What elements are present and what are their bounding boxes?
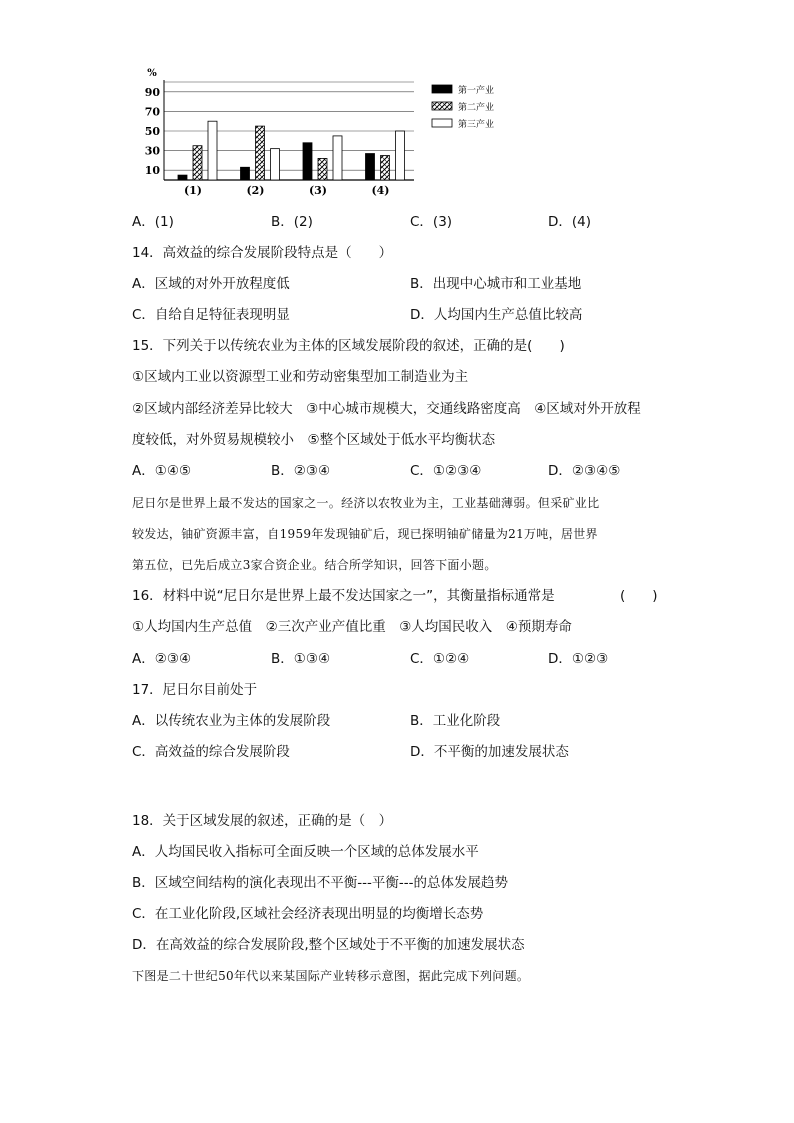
q17-option-c[interactable]: C．高效益的综合发展阶段	[132, 744, 290, 760]
bar	[396, 131, 405, 180]
bar	[333, 136, 342, 180]
q16-option-c[interactable]: C．①②④	[410, 651, 470, 667]
bar	[241, 167, 250, 180]
material-line-2: 较发达，铀矿资源丰富，自1959年发现铀矿后，现已探明铀矿储量为21万吨，居世界	[132, 527, 598, 541]
material-line-1: 尼日尔是世界上最不发达的国家之一。经济以农牧业为主，工业基础薄弱。但采矿业比	[132, 496, 600, 510]
q14-stem: 14．高效益的综合发展阶段特点是（ ）	[132, 245, 393, 261]
q15-option-d[interactable]: D．②③④⑤	[548, 463, 621, 479]
q13-option-b[interactable]: B．(2)	[271, 214, 313, 230]
q13-option-d[interactable]: D．(4)	[548, 214, 592, 230]
intro-note: 下图是二十世纪50年代以来某国际产业转移示意图，据此完成下列问题。	[132, 969, 530, 983]
legend-swatch	[432, 102, 452, 110]
x-tick-label: (1)	[183, 184, 203, 197]
legend-swatch	[432, 119, 452, 127]
x-tick-label: (4)	[371, 184, 390, 197]
legend-label: 第二产业	[458, 103, 495, 113]
q15-statement-line-2: ②区域内部经济差异比较大 ③中心城市规模大，交通线路密度高 ④区域对外开放程	[132, 401, 641, 417]
q18-option-a[interactable]: A．人均国民收入指标可全面反映一个区域的总体发展水平	[132, 844, 479, 860]
bar	[381, 156, 390, 181]
q16-stem: 16．材料中说“尼日尔是世界上最不发达国家之一”，其衡量指标通常是	[132, 588, 555, 604]
q15-option-a[interactable]: A．①④⑤	[132, 463, 192, 479]
q15-stem: 15．下列关于以传统农业为主体的区域发展阶段的叙述，正确的是( )	[132, 338, 565, 354]
q16-indicator-list: ①人均国内生产总值 ②三次产业产值比重 ③人均国民收入 ④预期寿命	[132, 619, 572, 635]
q13-option-a[interactable]: A．(1)	[132, 214, 174, 230]
bar	[256, 126, 265, 180]
q14-option-b[interactable]: B．出现中心城市和工业基地	[410, 276, 582, 292]
legend-swatch	[432, 85, 452, 93]
x-tick-label: (2)	[246, 184, 265, 197]
y-tick-label: 30	[144, 144, 160, 158]
q14-option-c[interactable]: C．自给自足特征表现明显	[132, 307, 290, 323]
q18-stem: 18．关于区域发展的叙述，正确的是（ ）	[132, 813, 393, 829]
y-tick-label: 50	[144, 125, 160, 138]
legend-label: 第一产业	[458, 86, 495, 96]
bar	[366, 154, 375, 180]
bar	[271, 149, 280, 180]
q16-option-d[interactable]: D．①②③	[548, 651, 609, 667]
bar	[318, 158, 327, 180]
q18-option-b[interactable]: B．区域空间结构的演化表现出不平衡---平衡---的总体发展趋势	[132, 875, 508, 891]
q14-option-d[interactable]: D．人均国内生产总值比较高	[410, 307, 583, 323]
q18-option-d[interactable]: D．在高效益的综合发展阶段,整个区域处于不平衡的加速发展状态	[132, 937, 525, 953]
q17-option-b[interactable]: B．工业化阶段	[410, 713, 501, 729]
bar	[208, 121, 217, 180]
x-tick-label: (3)	[308, 184, 328, 197]
legend-label: 第三产业	[458, 120, 495, 130]
q15-statement-line-1: ①区域内工业以资源型工业和劳动密集型加工制造业为主	[132, 369, 469, 385]
y-unit-label: %	[147, 68, 157, 79]
q16-answer-blank[interactable]: ( )	[620, 588, 658, 604]
y-tick-label: 70	[144, 105, 160, 119]
q15-option-b[interactable]: B．②③④	[271, 463, 331, 479]
bar	[303, 143, 312, 180]
industry-structure-bar-chart	[132, 62, 532, 202]
q17-stem: 17．尼日尔目前处于	[132, 682, 258, 698]
q16-option-b[interactable]: B．①③④	[271, 651, 331, 667]
q15-option-c[interactable]: C．①②③④	[410, 463, 482, 479]
material-line-3: 第五位，已先后成立3家合资企业。结合所学知识，回答下面小题。	[132, 558, 497, 572]
bar	[193, 146, 202, 180]
q16-option-a[interactable]: A．②③④	[132, 651, 192, 667]
q13-option-c[interactable]: C．(3)	[410, 214, 453, 230]
y-tick-label: 90	[144, 85, 160, 99]
q17-option-d[interactable]: D．不平衡的加速发展状态	[410, 744, 569, 760]
bar	[178, 175, 187, 180]
q17-option-a[interactable]: A．以传统农业为主体的发展阶段	[132, 713, 331, 729]
q14-option-a[interactable]: A．区域的对外开放程度低	[132, 276, 290, 292]
q15-statement-line-3: 度较低，对外贸易规模较小 ⑤整个区域处于低水平均衡状态	[132, 432, 496, 448]
q18-option-c[interactable]: C．在工业化阶段,区域社会经济表现出明显的均衡增长态势	[132, 906, 484, 922]
y-tick-label: 10	[144, 164, 160, 178]
